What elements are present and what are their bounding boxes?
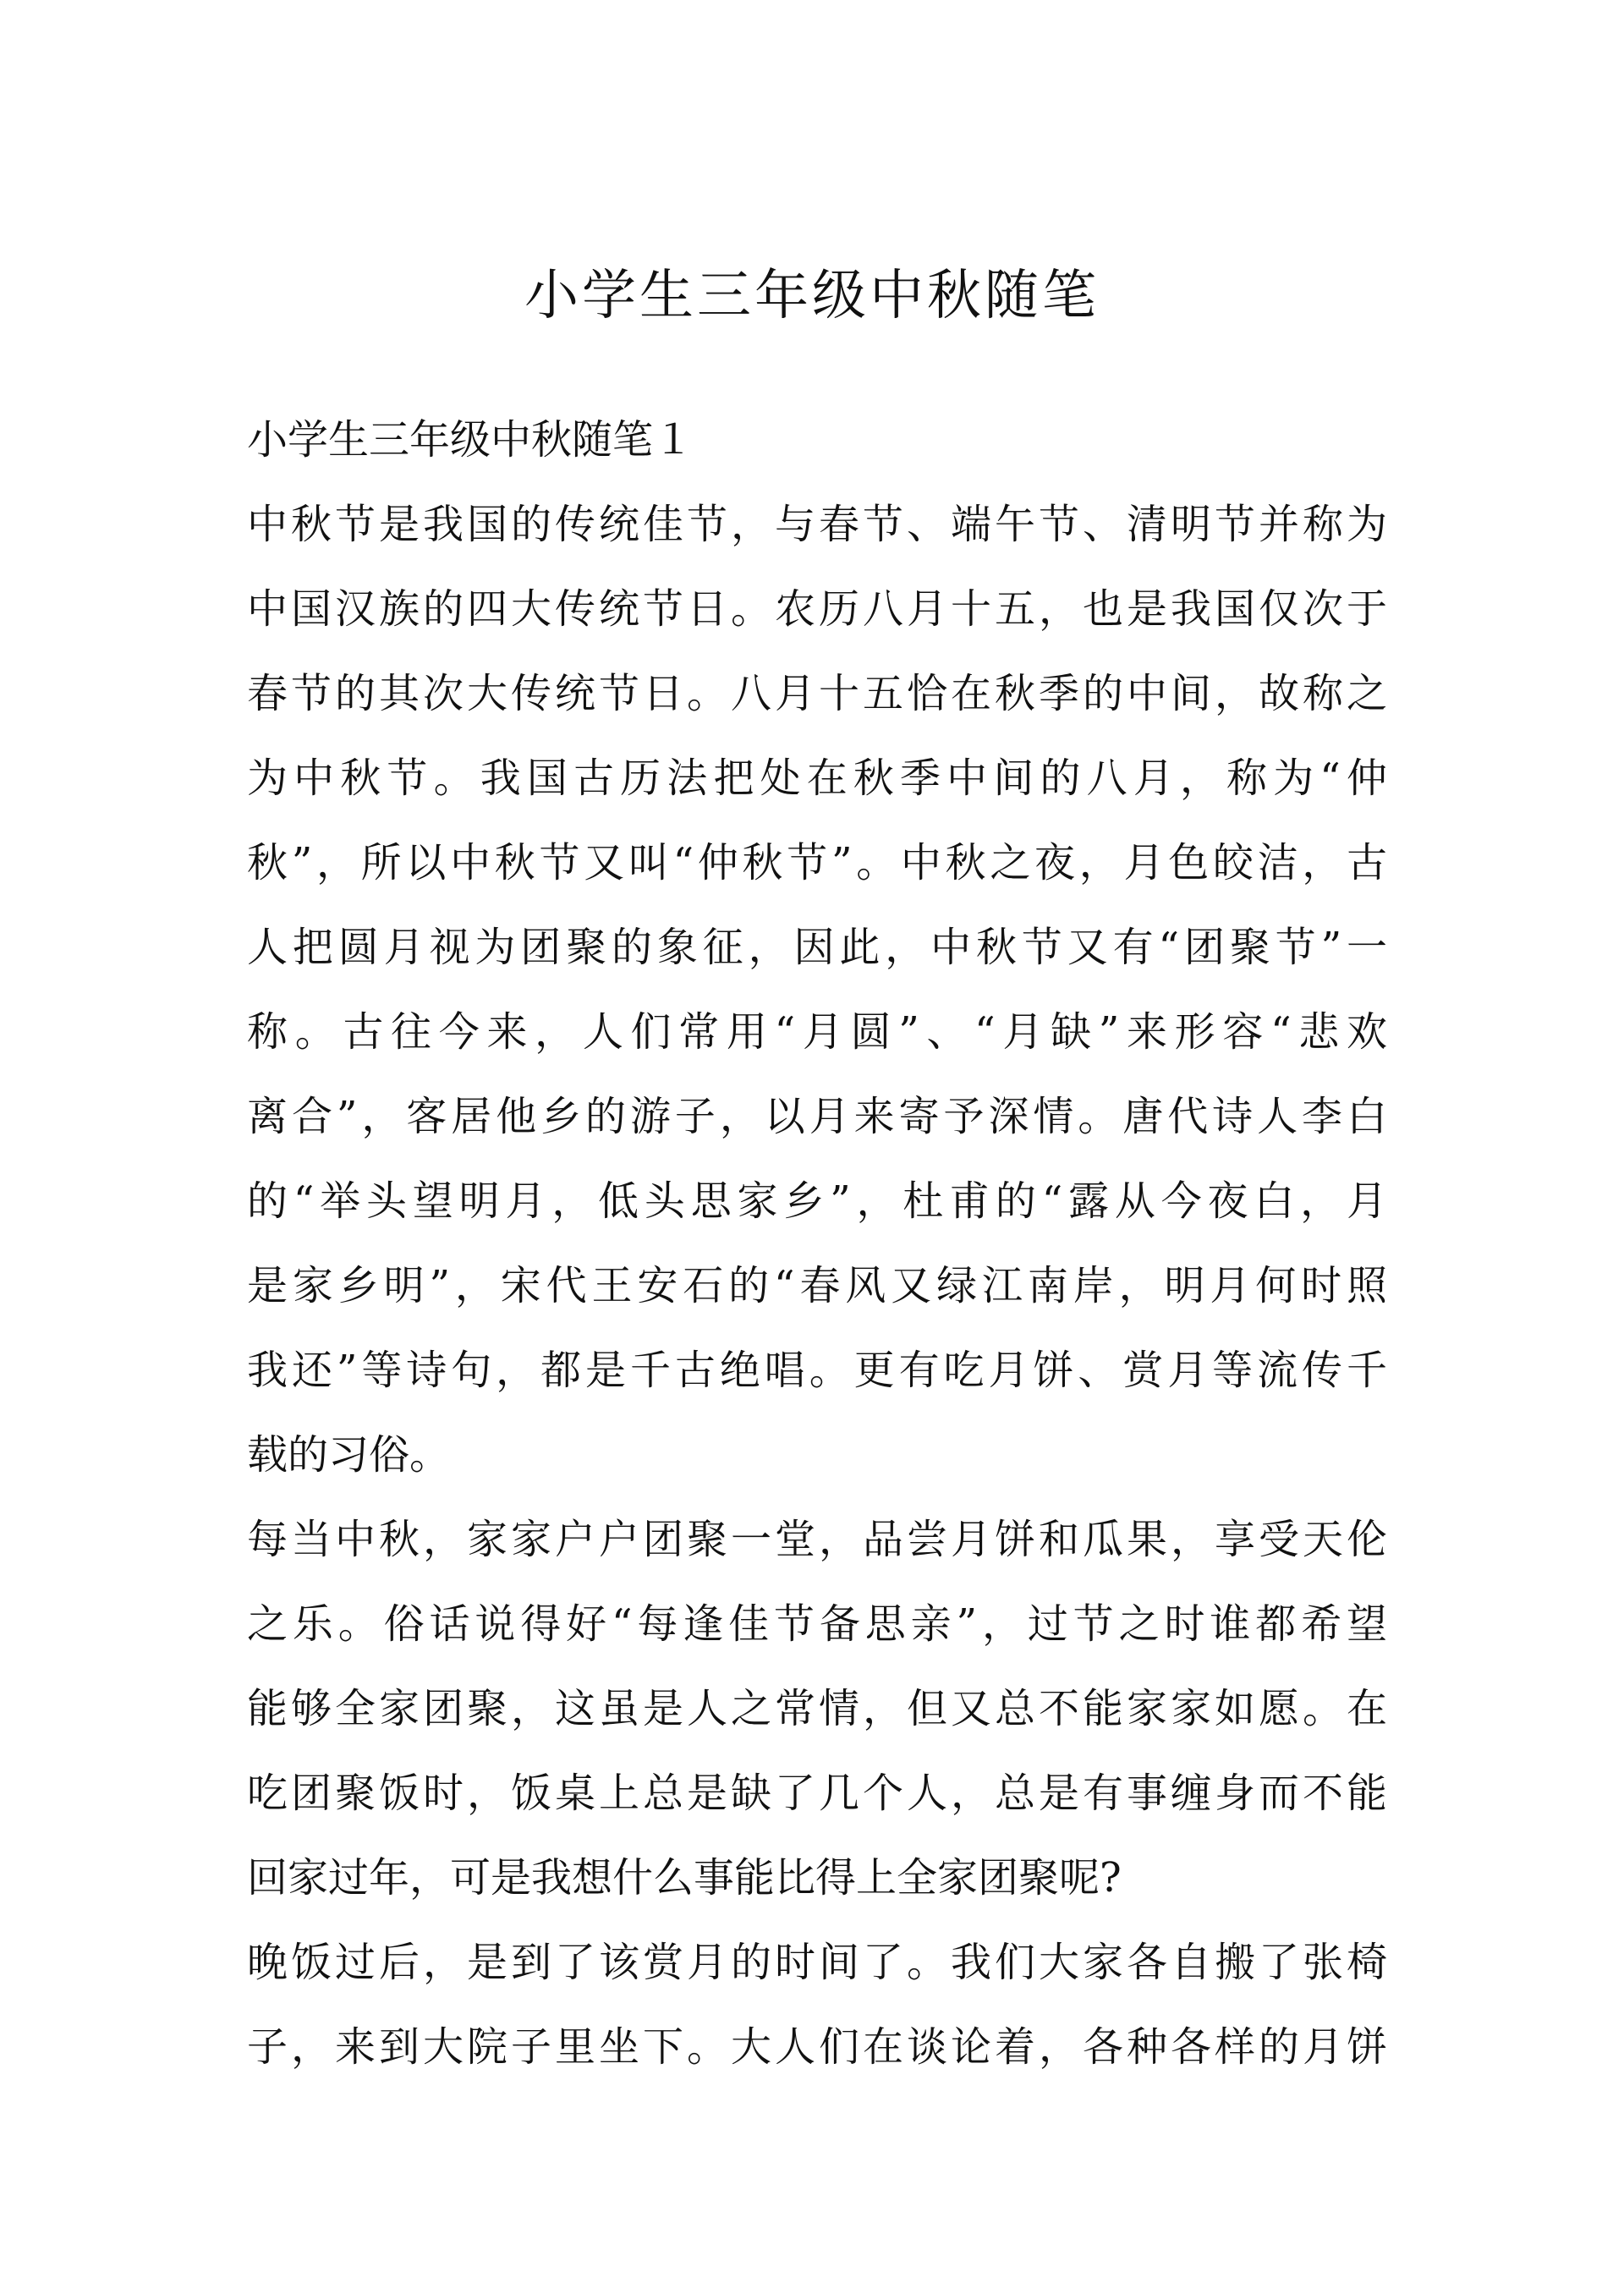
text-line: 晚饭过后，是到了该赏月的时间了。我们大家各自搬了张椅 (247, 1939, 1387, 1986)
paragraph-2 (247, 1497, 1387, 1920)
section-heading: 小学生三年级中秋随笔１ (247, 416, 694, 464)
text-line: 回家过年，可是我想什么事能比得上全家团聚呢? (247, 1854, 1122, 1902)
text-line: 的“举头望明月，低头思家乡”，杜甫的“露从今夜白，月 (247, 1177, 1387, 1225)
text-line: 是家乡明”，宋代王安石的“春风又绿江南岸，明月何时照 (247, 1262, 1387, 1309)
text-line: 子，来到大院子里坐下。大人们在谈论着，各种各样的月饼 (247, 2023, 1387, 2071)
text-line: 离合”，客居他乡的游子，以月来寄予深情。唐代诗人李白 (247, 1093, 1387, 1140)
text-line: 能够全家团聚，这虽是人之常情，但又总不能家家如愿。在 (247, 1685, 1387, 1732)
page-title: 小学生三年级中秋随笔 (524, 265, 1100, 327)
text-line: 秋”，所以中秋节又叫“仲秋节”。中秋之夜，月色皎洁，古 (247, 839, 1387, 886)
text-line: 载的习俗。 (247, 1431, 451, 1479)
text-line: 为中秋节。我国古历法把处在秋季中间的八月，称为“仲 (247, 755, 1387, 802)
document-body (247, 398, 1387, 2089)
text-line: 中国汉族的四大传统节日。农历八月十五，也是我国仅次于 (247, 585, 1387, 633)
text-line: 称。古往今来，人们常用“月圆”、“月缺”来形容“悲欢 (247, 1008, 1387, 1056)
text-line: 之乐。俗话说得好“每逢佳节备思亲”，过节之时谁都希望 (247, 1600, 1387, 1648)
paragraph-3 (247, 1920, 1387, 2089)
text-line: 吃团聚饭时，饭桌上总是缺了几个人，总是有事缠身而不能 (247, 1770, 1387, 1817)
text-line: 中秋节是我国的传统佳节，与春节、端午节、清明节并称为 (247, 501, 1387, 548)
text-line: 春节的其次大传统节日。八月十五恰在秋季的中间，故称之 (247, 670, 1387, 717)
text-line: 人把圆月视为团聚的象征，因此，中秋节又有“团聚节”一 (247, 924, 1387, 971)
text-line: 我还”等诗句，都是千古绝唱。更有吃月饼、赏月等流传千 (247, 1347, 1387, 1394)
paragraph-1 (247, 482, 1387, 1497)
text-line: 每当中秋，家家户户团聚一堂，品尝月饼和瓜果，享受天伦 (247, 1516, 1387, 1563)
